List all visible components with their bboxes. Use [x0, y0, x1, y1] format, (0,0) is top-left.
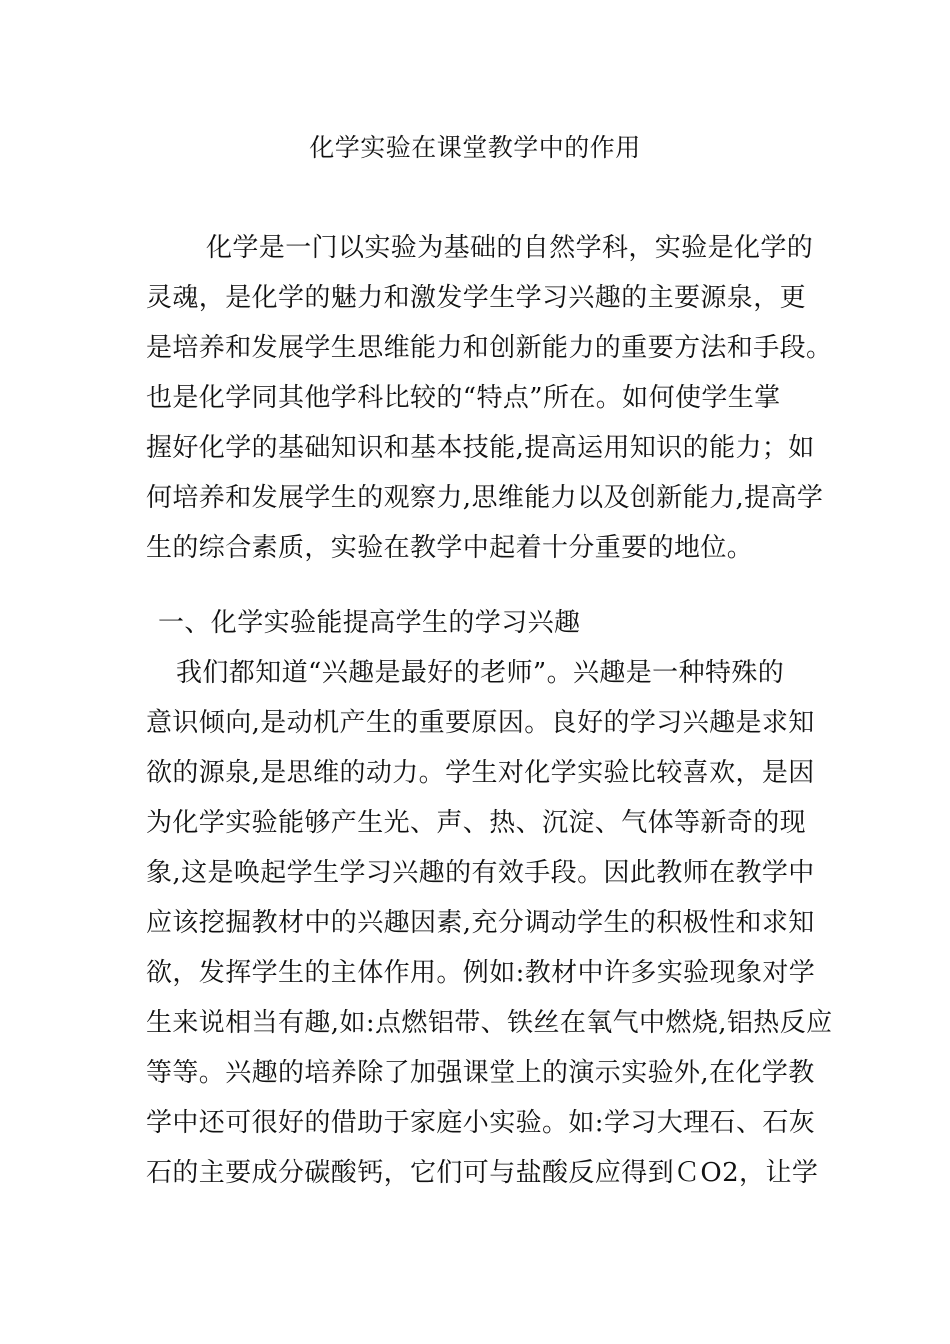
document-title: 化学实验在课堂教学中的作用: [309, 133, 641, 162]
intro-line: 握好化学的基础知识和基本技能,提高运用知识的能力；如: [146, 433, 815, 463]
body-line: 为化学实验能够产生光、声、热、沉淀、气体等新奇的现: [146, 808, 807, 838]
section-heading: 一、化学实验能提高学生的学习兴趣: [158, 608, 581, 638]
intro-line: 是培养和发展学生思维能力和创新能力的重要方法和手段。: [146, 333, 833, 363]
body-line: 象,这是唤起学生学习兴趣的有效手段。因此教师在教学中: [146, 858, 815, 888]
intro-line: 何培养和发展学生的观察力,思维能力以及创新能力,提高学: [146, 483, 824, 513]
body-line: 学中还可很好的借助于家庭小实验。如:学习大理石、石灰: [146, 1108, 816, 1138]
body-line: 石的主要成分碳酸钙，它们可与盐酸反应得到ＣO2，让学: [146, 1158, 819, 1188]
body-line: 意识倾向,是动机产生的重要原因。良好的学习兴趣是求知: [146, 708, 815, 738]
body-line: 应该挖掘教材中的兴趣因素,充分调动学生的积极性和求知: [146, 908, 815, 938]
body-line: 欲，发挥学生的主体作用。例如:教材中许多实验现象对学: [146, 958, 816, 988]
body-line: 欲的源泉,是思维的动力。学生对化学实验比较喜欢，是因: [146, 758, 815, 788]
body-line: 生来说相当有趣,如:点燃铝带、铁丝在氧气中燃烧,铝热反应: [146, 1008, 833, 1038]
intro-line: 化学是一门以实验为基础的自然学科，实验是化学的: [206, 233, 814, 263]
intro-line: 生的综合素质，实验在教学中起着十分重要的地位。: [146, 533, 754, 563]
body-line: 我们都知道“兴趣是最好的老师”。兴趣是一种特殊的: [176, 658, 785, 688]
intro-line: 也是化学同其他学科比较的“特点”所在。如何使学生掌: [146, 383, 781, 413]
intro-line: 灵魂，是化学的魅力和激发学生学习兴趣的主要源泉，更: [146, 283, 807, 313]
body-line: 等等。兴趣的培养除了加强课堂上的演示实验外,在化学教: [146, 1058, 815, 1088]
